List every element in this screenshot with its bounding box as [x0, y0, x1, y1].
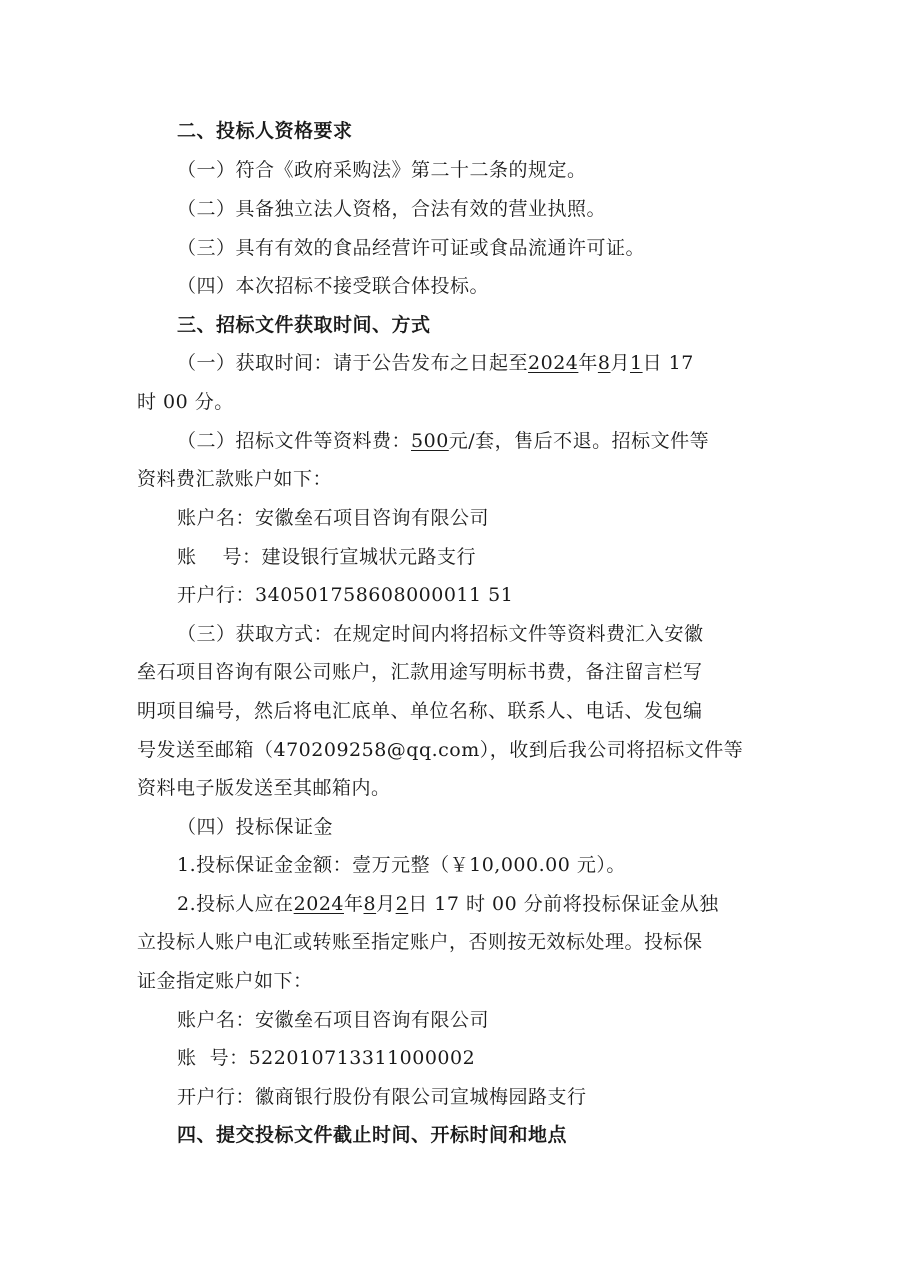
- deposit-deadline-suffix: 日 17 时 00 分前将投标保证金从独: [408, 893, 719, 915]
- deposit-deadline-day: 2: [395, 893, 409, 915]
- fee-line: [177, 428, 817, 454]
- section-2-item-4: （四）本次招标不接受联合体投标。: [177, 275, 490, 297]
- obtain-time-day-unit: 日 17: [642, 352, 694, 374]
- account1-bank-label: 开户行：: [177, 584, 256, 606]
- section-2-heading: 二、投标人资格要求: [177, 120, 353, 142]
- obtain-time-prefix: （一）获取时间：请于公告发布之日起至: [177, 352, 529, 374]
- account2-bank-line: [177, 1084, 817, 1110]
- section-4-heading: 四、提交投标文件截止时间、开标时间和地点: [177, 1124, 568, 1146]
- account1-number-label-a: 账: [177, 546, 197, 568]
- section-3-heading: 三、招标文件获取时间、方式: [177, 314, 431, 336]
- deposit-deadline-month: 8: [363, 893, 377, 915]
- deposit-deadline-line: [177, 891, 817, 917]
- account1-bank-value: 340501758608000011 51: [255, 584, 514, 606]
- obtain-time-month-unit: 月: [610, 352, 630, 374]
- account1-number-value: 建设银行宣城状元路支行: [261, 546, 477, 568]
- fee-suffix: 元/套，售后不退。招标文件等: [448, 430, 710, 452]
- obtain-time-month: 8: [597, 352, 611, 374]
- deposit-deadline-year-unit: 年: [344, 893, 364, 915]
- section-2-item-3: （三）具有有效的食品经营许可证或食品流通许可证。: [177, 237, 646, 259]
- deposit-deadline-prefix: 2.投标人应在: [177, 893, 294, 915]
- deposit-deadline-year: 2024: [293, 893, 344, 915]
- method-line-2: 垒石项目咨询有限公司账户，汇款用途写明标书费，备注留言栏写: [137, 661, 703, 683]
- account1-number-line: [177, 544, 817, 570]
- method-line-1: （三）获取方式：在规定时间内将招标文件等资料费汇入安徽: [177, 623, 704, 645]
- section-2-item-1: （一）符合《政府采购法》第二十二条的规定。: [177, 159, 587, 181]
- section-2-item-2: （二）具备独立法人资格，合法有效的营业执照。: [177, 198, 607, 220]
- account1-name-line: [177, 505, 817, 531]
- account1-name-label: 账户名：: [177, 507, 256, 529]
- deposit-deadline-month-unit: 月: [376, 893, 396, 915]
- deposit-heading: （四）投标保证金: [177, 816, 334, 838]
- account2-bank-value: 徽商银行股份有限公司宣城梅园路支行: [255, 1086, 587, 1108]
- account2-number-value: 522010713311000002: [248, 1047, 476, 1069]
- account1-bank-line: [177, 582, 817, 608]
- deposit-deadline-line-2: 立投标人账户电汇或转账至指定账户，否则按无效标处理。投标保: [137, 931, 703, 953]
- obtain-time-year-unit: 年: [578, 352, 598, 374]
- account2-name-label: 账户名：: [177, 1009, 256, 1031]
- fee-amount: 500: [411, 430, 449, 452]
- account2-name-line: [177, 1007, 817, 1033]
- obtain-time-day: 1: [630, 352, 643, 374]
- account1-name-value: 安徽垒石项目咨询有限公司: [255, 507, 490, 529]
- account2-number-label: 账 号：: [177, 1047, 249, 1069]
- deposit-deadline-line-3: 证金指定账户如下：: [137, 970, 313, 992]
- account2-name-value: 安徽垒石项目咨询有限公司: [255, 1009, 490, 1031]
- obtain-time-line-2: 时 00 分。: [137, 391, 234, 413]
- account2-number-line: [177, 1045, 817, 1071]
- account2-bank-label: 开户行：: [177, 1086, 256, 1108]
- deposit-amount-line: 1.投标保证金金额：壹万元整（￥10,000.00 元）。: [177, 854, 626, 876]
- method-line-3: 明项目编号，然后将电汇底单、单位名称、联系人、电话、发包编: [137, 700, 703, 722]
- obtain-time-line: [177, 350, 817, 376]
- fee-line-2: 资料费汇款账户如下：: [137, 468, 333, 490]
- obtain-time-year: 2024: [528, 352, 579, 374]
- account1-number-label-b: 号：: [222, 546, 262, 568]
- fee-prefix: （二）招标文件等资料费：: [177, 430, 412, 452]
- method-line-4: 号发送至邮箱（470209258@qq.com），收到后我公司将招标文件等: [137, 739, 744, 761]
- method-line-5: 资料电子版发送至其邮箱内。: [137, 777, 391, 799]
